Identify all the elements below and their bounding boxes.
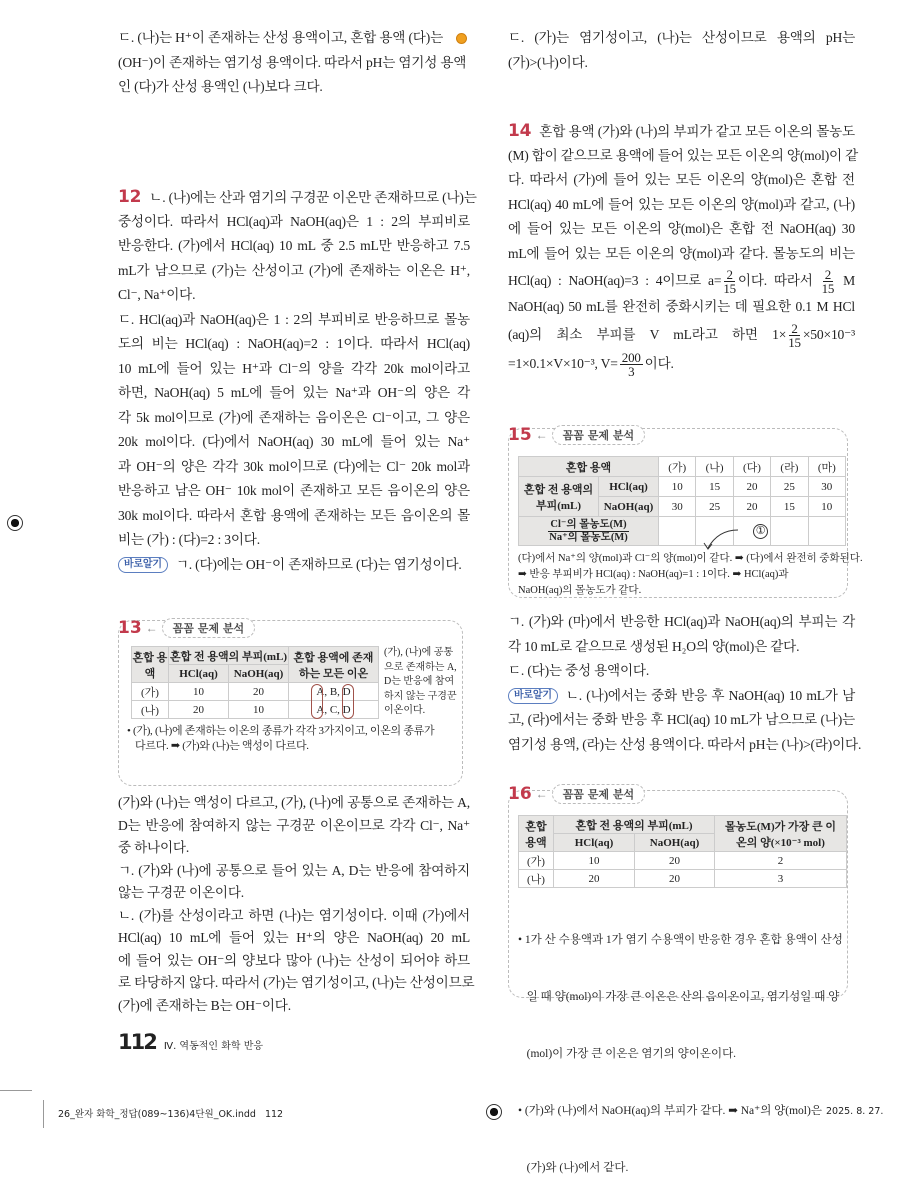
cell: 20 — [635, 852, 715, 870]
text-segment: ㄴ. (나)에서는 중화 반응 후 NaOH(aq) 10 mL가 남 — [565, 687, 855, 703]
fraction — [620, 351, 643, 378]
th-ratio — [519, 517, 659, 546]
text-line — [118, 504, 470, 529]
text-line — [118, 332, 470, 357]
marker-circle: ① — [753, 524, 768, 539]
text-line — [118, 528, 470, 553]
text-line — [118, 234, 470, 259]
text-segment: ㄷ. (가)는 염기성이고, (나)는 산성이므로 용액의 pH는 — [508, 30, 855, 45]
text-segment: 중 하나이다. — [118, 840, 190, 855]
text-line — [508, 610, 855, 635]
text-segment: (가)>(나)이다. — [508, 54, 588, 70]
cell: 3 — [715, 870, 847, 888]
text-segment: 않는 구경꾼 이온이다. — [118, 885, 244, 900]
page-number: 112 — [118, 1030, 156, 1054]
col-header: (가) — [659, 457, 696, 477]
text-segment: NaOH(aq) 50 mL를 완전히 중화시키는 데 필요한 0.1 M HCl — [508, 299, 855, 314]
th-mix: 혼합 용액 — [519, 816, 554, 852]
problem-number: 15 — [508, 425, 532, 445]
text-line — [118, 75, 443, 100]
text-segment: 에 들어 있는 OH⁻의 양보다 많아 (나)는 산성이 되어야 하므 — [118, 952, 470, 968]
cell: 20 — [554, 870, 635, 888]
text-line — [118, 381, 470, 406]
fraction — [822, 268, 835, 295]
text-segment: 20k mol이다. (다)에서 NaOH(aq) 30 mL에 들어 있는 Na⁺ — [118, 434, 470, 449]
table-15 — [518, 456, 846, 546]
th-naoh: NaOH(aq) — [229, 665, 289, 683]
text-segment: 각 5k mol이므로 (가)에 존재하는 음이온은 Cl⁻이고, 그 양은 — [118, 409, 470, 425]
text-segment: (aq)의 최소 부피를 V mL라고 하면 1× — [508, 326, 787, 342]
note-line: NaOH(aq)의 몰농도가 같다. — [518, 585, 642, 596]
text-segment: 고, (라)에서는 중화 반응 후 HCl(aq) 10 mL가 남으므로 (나)는 — [508, 712, 855, 727]
text-segment: ㄴ. (나)에는 산과 염기의 구경꾼 이온만 존재하므로 (나)는 — [149, 190, 477, 205]
denominator: 15 — [788, 334, 801, 350]
text-segment: (M) 합이 같으므로 용액에 들어 있는 모든 이온의 양(mol)이 같 — [508, 147, 859, 163]
text-line — [118, 283, 470, 308]
col-header: (라) — [771, 457, 808, 477]
denominator: 3 — [628, 363, 635, 379]
numerator: 2 — [726, 267, 733, 283]
note-line: 으로 존재하는 A, — [384, 661, 457, 673]
table-16 — [518, 815, 847, 888]
th-hcl: HCl(aq) — [169, 665, 229, 683]
text-segment: ㄷ. (나)는 H⁺이 존재하는 산성 용액이고, 혼합 용액 (다)는 — [118, 30, 443, 45]
cell: 20 — [169, 701, 229, 719]
cell — [659, 517, 696, 546]
ion-a-highlight — [311, 684, 323, 719]
text-line — [118, 860, 470, 883]
text-segment: M — [836, 273, 855, 288]
note-15 — [518, 551, 863, 599]
crop-mark — [43, 1100, 44, 1128]
box-13-header — [118, 618, 255, 638]
text-line — [118, 479, 470, 504]
text-segment: (가)와 (나)는 액성이 다르고, (가), (나)에 공통으로 존재하는 A, — [118, 795, 470, 810]
cell: (가) — [132, 683, 169, 701]
cell: 15 — [771, 497, 808, 517]
numerator: 2 — [791, 320, 798, 336]
cell — [771, 517, 808, 546]
text-segment: HCl(aq) 40 mL에 들어 있는 모든 이온의 양(mol)과 같고, (나) — [508, 196, 855, 212]
cell: 10 — [554, 852, 635, 870]
page-footer — [118, 1030, 263, 1054]
text-line — [118, 406, 470, 431]
th-vol: 혼합 전 용액의 부피(mL) — [169, 647, 289, 665]
registration-mark-icon — [486, 1104, 502, 1120]
crop-mark — [0, 1090, 32, 1091]
cell: 15 — [696, 477, 733, 497]
text-segment: =1×0.1×V×10⁻³, V= — [508, 355, 618, 371]
cell: 30 — [808, 477, 845, 497]
text-line — [118, 815, 470, 838]
text-line — [118, 430, 470, 455]
text-segment: mL에 들어 있는 모든 이온의 양(mol)과 같다. 몰농도의 비는 — [508, 245, 855, 261]
problem-number: 14 — [508, 121, 532, 141]
text-segment: 10 mL에 들어 있는 H⁺과 Cl⁻의 양을 각각 20k mol이라고 — [118, 360, 470, 376]
arrow-left-icon: ← — [145, 620, 158, 635]
arrow-left-icon: ← — [535, 427, 548, 442]
answer-15-text — [508, 610, 862, 757]
text-segment: 에 들어 있는 모든 이온의 양(mol)은 혼합 전 NaOH(aq) 30 — [508, 221, 855, 236]
text-line — [118, 259, 470, 284]
answer-13-text — [118, 792, 475, 1017]
cell: 25 — [771, 477, 808, 497]
th-max: 몰농도(M)가 가장 큰 이온의 양(×10⁻³ mol) — [715, 816, 847, 852]
text-line — [508, 684, 855, 709]
text-line — [118, 972, 475, 995]
note-line: D는 반응에 참여 — [384, 676, 455, 687]
th-naoh: NaOH(aq) — [635, 834, 715, 852]
text-line — [508, 635, 855, 660]
th-mix: 혼합 용액 — [519, 457, 659, 477]
th-hcl: HCl(aq) — [554, 834, 635, 852]
cell: 2 — [715, 852, 847, 870]
text-line — [118, 905, 470, 928]
th-vol: 혼합 전 용액의 부피(mL) — [554, 816, 715, 834]
right-intro — [508, 26, 855, 75]
text-line — [508, 193, 855, 218]
text-segment: 로 타당하지 않다. 따라서 (가)는 염기성이고, (나)는 산성이므로 — [118, 975, 475, 990]
text-segment: 이다. 따라서 — [737, 273, 820, 288]
note-line: ➡ 반응 부피비가 HCl(aq) : NaOH(aq)=1 : 1이다. ➡ HCl(aq)과 — [518, 569, 789, 580]
text-segment: mL가 남으므로 (가)는 산성이고 (가)에 존재하는 이온은 H⁺, — [118, 262, 470, 278]
text-segment: 각 10 mL로 같으므로 생성된 H₂O의 양(mol)은 같다. — [508, 638, 800, 654]
curved-arrow-icon — [700, 526, 740, 552]
cell: 30 — [659, 497, 696, 517]
text-line — [118, 882, 470, 905]
text-line — [508, 295, 855, 320]
cell: 10 — [229, 701, 289, 719]
cell: 20 — [635, 870, 715, 888]
text-segment: ㄴ. (가)를 산성이라고 하면 (나)는 염기성이다. 이때 (가)에서 — [118, 907, 470, 923]
numerator: 2 — [824, 267, 832, 283]
text-segment: 다. 따라서 (가)에 들어 있는 모든 이온의 양(mol)은 혼합 전 — [508, 172, 855, 187]
text-segment: 도의 비는 HCl(aq) : NaOH(aq)=2 : 1이다. 따라서 HCl(aq) — [118, 336, 470, 351]
text-segment: Cl⁻, Na⁺이다. — [118, 287, 196, 302]
bullet-line: (mol)이 가장 큰 이온은 염기의 양이온이다. — [518, 1048, 737, 1060]
cell: (가) — [519, 852, 554, 870]
th-vol: 혼합 전 용액의 부피(mL) — [519, 477, 599, 517]
analysis-label: 꼼꼼 문제 분석 — [552, 784, 645, 804]
text-segment: ㄱ. (가)와 (마)에서 반응한 HCl(aq)과 NaOH(aq)의 부피는 각 — [508, 614, 855, 629]
bullet-line: • 1가 산 수용액과 1가 염기 수용액이 반응한 경우 혼합 용액이 산성 — [518, 934, 843, 946]
bullets-13 — [127, 724, 457, 754]
text-segment: ㄱ. (다)에는 OH⁻이 존재하므로 (다)는 염기성이다. — [175, 556, 462, 572]
chapter-title: Ⅳ. 역동적인 화학 반응 — [163, 1041, 264, 1052]
cell: 20 — [733, 477, 770, 497]
ratio-denominator: Na⁺의 몰농도(M) — [549, 531, 628, 543]
arrow-left-icon: ← — [535, 786, 548, 801]
answer-12 — [118, 185, 477, 577]
cell: 10 — [659, 477, 696, 497]
text-segment: 염기성 용액, (라)는 산성 용액이다. 따라서 pH는 (나)>(라)이다. — [508, 736, 862, 752]
col-header: (마) — [808, 457, 845, 477]
box-15-header — [508, 425, 645, 445]
correction-badge: 바로알기 — [508, 688, 558, 704]
numerator: 200 — [621, 349, 641, 365]
cell: (나) — [519, 870, 554, 888]
cell: 20 — [733, 497, 770, 517]
text-line — [508, 144, 859, 169]
text-line — [508, 168, 855, 193]
text-line — [508, 659, 855, 684]
text-line — [118, 51, 467, 76]
cell: 25 — [696, 497, 733, 517]
text-line — [118, 950, 470, 973]
problem-number: 12 — [118, 187, 142, 207]
note-line: 하지 않는 구경꾼 — [384, 690, 457, 702]
col-header: (다) — [733, 457, 770, 477]
text-segment: 이다. — [644, 355, 674, 371]
ratio-numerator: Cl⁻의 몰농도(M) — [550, 518, 627, 530]
table-row — [519, 852, 847, 870]
analysis-label: 꼼꼼 문제 분석 — [552, 425, 645, 445]
text-line — [508, 349, 855, 378]
text-line — [118, 308, 470, 333]
problem-number: 16 — [508, 784, 532, 804]
text-line — [118, 26, 443, 51]
text-line — [118, 837, 470, 860]
text-line — [508, 266, 855, 295]
text-line — [508, 320, 855, 349]
bullet-line: • (가)와 (나)에서 NaOH(aq)의 부피가 같다. ➡ Na⁺의 양(mol)은 — [518, 1105, 822, 1117]
analysis-label: 꼼꼼 문제 분석 — [162, 618, 255, 638]
text-segment: 인 (다)가 산성 용액인 (나)보다 크다. — [118, 79, 323, 94]
text-segment: 비는 (가) : (다)=2 : 3이다. — [118, 532, 260, 547]
text-line — [508, 26, 855, 51]
text-line — [508, 51, 855, 76]
th-hcl: HCl(aq) — [599, 477, 659, 497]
text-line — [118, 553, 470, 578]
circle-marker-icon — [456, 33, 467, 44]
text-segment: 과 OH⁻의 양은 각각 30k mol이므로 (다)에는 Cl⁻ 20k mol과 — [118, 458, 470, 474]
table-row — [519, 870, 847, 888]
text-segment: (OH⁻)이 존재하는 염기성 용액이다. 따라서 pH는 염기성 용액 — [118, 54, 467, 70]
answer-14 — [508, 119, 859, 379]
bullets-16 — [518, 893, 843, 1197]
text-line — [118, 995, 470, 1018]
text-segment: 반응한다. (가)에서 HCl(aq) 10 mL 중 2.5 mL만 반응하고 7.5 — [118, 238, 470, 253]
text-segment: D는 반응에 참여하지 않는 구경꾼 이온이므로 각각 Cl⁻, Na⁺ — [118, 817, 470, 833]
problem-number: 13 — [118, 618, 142, 638]
fraction — [788, 322, 801, 349]
correction-badge: 바로알기 — [118, 557, 168, 573]
denominator: 15 — [821, 281, 835, 297]
cell: 10 — [808, 497, 845, 517]
side-note-13 — [384, 646, 459, 719]
text-segment: ㄷ. (다)는 중성 용액이다. — [508, 663, 650, 678]
text-segment: HCl(aq) 10 mL에 들어 있는 H⁺의 양은 NaOH(aq) 20 mL — [118, 930, 470, 945]
note-line: 이온이다. — [384, 705, 426, 716]
text-segment: 중성이다. 따라서 HCl(aq)과 NaOH(aq)은 1 : 2의 부피비로 — [118, 213, 470, 229]
slug-file: 26_완자 화학_정답(089~136)4단원_OK.indd 112 — [58, 1109, 284, 1120]
text-line — [508, 217, 855, 242]
th-naoh: NaOH(aq) — [599, 497, 659, 517]
left-intro — [118, 26, 467, 100]
text-line — [118, 927, 470, 950]
th-mix: 혼합 용액 — [132, 647, 169, 683]
slug-date: 2025. 8. 27. — [826, 1106, 884, 1117]
bullet-line: (가)와 (나)에서 같다. — [518, 1162, 629, 1174]
text-line — [118, 792, 470, 815]
text-segment: ×50×10⁻³ — [802, 326, 855, 342]
text-line — [508, 119, 855, 144]
text-segment: ㄱ. (가)와 (나)에 공통으로 들어 있는 A, D는 반응에 참여하지 — [118, 862, 470, 878]
text-segment: 30k mol이다. 따라서 혼합 용액에 존재하는 모든 음이온의 몰 — [118, 507, 470, 523]
text-line — [508, 733, 862, 758]
text-segment: ㄷ. HCl(aq)과 NaOH(aq)은 1 : 2의 부피비로 반응하므로 몰농 — [118, 311, 470, 327]
cell — [808, 517, 845, 546]
bullet-line: 다르다. ➡ (가)와 (나)는 액성이 다르다. — [135, 740, 309, 752]
note-line: (다)에서 Na⁺의 양(mol)과 Cl⁻의 양(mol)이 같다. ➡ (다)에서 완전히 중화된다. — [518, 553, 863, 564]
ion-d-highlight — [342, 684, 354, 719]
cell: A, B, D — [289, 683, 379, 701]
text-segment: 혼합 용액 (가)와 (나)의 부피가 같고 모든 이온의 몰농도 — [539, 124, 855, 139]
col-header: (나) — [696, 457, 733, 477]
registration-mark-icon — [7, 515, 23, 531]
text-line — [118, 455, 470, 480]
cell: A, C, D — [289, 701, 379, 719]
bullet-line: 일 때 양(mol)이 가장 큰 이온은 산의 음이온이고, 염기성일 때 양 — [518, 991, 840, 1003]
fraction — [723, 268, 736, 295]
text-line — [118, 185, 477, 210]
text-segment: 반응하고 남은 OH⁻ 10k mol이 존재하고 모든 음이온의 양은 — [118, 483, 470, 498]
th-ions: 혼합 용액에 존재하는 모든 이온 — [289, 647, 379, 683]
text-line — [508, 708, 855, 733]
text-segment: 하면, NaOH(aq) 5 mL에 들어 있는 Na⁺과 OH⁻의 양은 각 — [118, 385, 470, 400]
cell: 10 — [169, 683, 229, 701]
text-line — [118, 210, 470, 235]
cell: (나) — [132, 701, 169, 719]
text-line — [508, 242, 855, 267]
note-line: (가), (나)에 공통 — [384, 647, 454, 658]
text-line — [118, 357, 470, 382]
box-16-header — [508, 784, 645, 804]
cell: 20 — [229, 683, 289, 701]
text-segment: (가)에 존재하는 B는 OH⁻이다. — [118, 997, 291, 1013]
bullet-line: • (가), (나)에 존재하는 이온의 종류가 각각 3가지이고, 이온의 종류가 — [127, 725, 435, 737]
denominator: 15 — [723, 281, 736, 297]
text-segment: HCl(aq) : NaOH(aq)=3 : 4이므로 a= — [508, 273, 722, 288]
